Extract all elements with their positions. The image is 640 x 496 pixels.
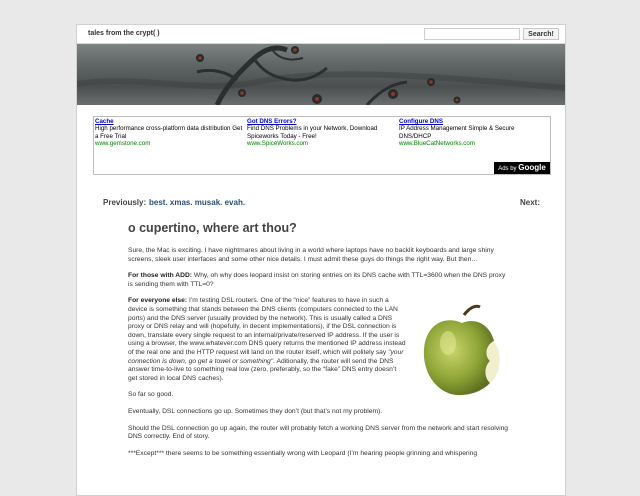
paragraph-text: Eventually, DSL connections go up. Sometimes they don’t (but that’s not my problem).: [128, 407, 383, 415]
ad-text: High performance cross-platform data distribution Get a Free Trial: [95, 125, 243, 140]
top-bar: [77, 25, 565, 44]
ad-text: Find DNS Problems in your Network, Download Spiceworks Today - Free!: [247, 125, 378, 140]
paragraph-text: I’m testing DSL routers. One of the “nice” features to have in such a device is something that stands between the DNS clients (computers connected to the LAN ports) and the DNS server (usually provided by the network). This is usually called a DNS proxy or DNS relay and will (hopefully, in decent implementations), if the DSL connection is down, translate every single request to an internal/private/reserved IP address. If the user is using a browser, the www.whatever.com DNS query returns the mentioned IP address instead of the real one and the HTTP request will land on the router itself, which will politely say: [128, 297, 406, 356]
ad-block: [93, 116, 551, 175]
ads-by-label: Ads by: [498, 166, 517, 172]
paragraph-text: So far so good.: [128, 391, 174, 399]
paragraph-text: ***Except*** there seems to be something essentially wrong with Leopard (I’m hearing people grinning and whispering: [128, 449, 478, 457]
ad-url[interactable]: www.BlueCatNetworks.com: [399, 140, 475, 148]
paragraph-lead: For those with ADD:: [128, 272, 193, 280]
paragraph: [128, 425, 510, 442]
paragraph: [128, 247, 510, 264]
previous-post-link[interactable]: best. xmas. musak. evah.: [149, 198, 246, 207]
paragraph: [128, 272, 510, 289]
paragraph-lead: For everyone else:: [128, 297, 188, 305]
paragraph: [128, 408, 510, 417]
paragraph-quote: "your connection is down, go get a towel or something": [128, 348, 404, 365]
paragraph-text: Sure, the Mac is exciting. I have nightmares about living in a world where laptops have no backlit keyboards and large shiny screens, sleek user interfaces and some other nice details. I must admit these guys do things the right way. But then…: [128, 247, 494, 263]
post-body: [128, 247, 510, 466]
google-logo: Google: [518, 163, 546, 172]
paragraph-text: Why, oh why does leopard insist on storing entries on its DNS cache with TTL=3600 when the DNS proxy is sending them with TTL=0?: [128, 272, 506, 288]
paragraph: [128, 450, 510, 459]
paragraph-text: Should the DSL connection go up again, the router will probably fetch a working DNS server from the network and start resolving DNS correctly. End of story.: [128, 424, 509, 441]
ad-title[interactable]: Cache: [95, 118, 114, 125]
previous-post-label: Previously:: [103, 198, 147, 207]
ads-by-google-link[interactable]: [494, 162, 550, 174]
header-banner-image: [77, 44, 565, 105]
ad-title[interactable]: Configure DNS: [399, 118, 443, 125]
ad-url[interactable]: www.SpiceWorks.com: [247, 140, 309, 148]
ad-title[interactable]: Got DNS Errors?: [247, 118, 297, 125]
ad-item[interactable]: [247, 118, 395, 148]
ad-url[interactable]: www.gemstone.com: [95, 140, 151, 148]
paragraph-text: . Aditionally, the router will send the DNS answer time-to-live to something real low (zero, preferably, so the “fake” DNS entry doesn’t get stored in local DNS caches).: [128, 357, 397, 382]
paragraph: [128, 297, 510, 383]
bitten-apple-image: [414, 303, 514, 401]
site-title[interactable]: tales from the crypt( ): [88, 30, 160, 37]
post-title[interactable]: o cupertino, where art thou?: [128, 221, 297, 235]
next-post-label: Next:: [520, 198, 541, 207]
ad-text: IP Address Management Simple & Secure DNS/DHCP: [399, 125, 515, 140]
ad-item[interactable]: [399, 118, 547, 148]
search-button[interactable]: Search!: [523, 28, 559, 40]
search-input[interactable]: [424, 28, 520, 40]
banner-artwork: [77, 44, 565, 105]
page-container: [76, 24, 566, 496]
ad-item[interactable]: [95, 118, 243, 148]
